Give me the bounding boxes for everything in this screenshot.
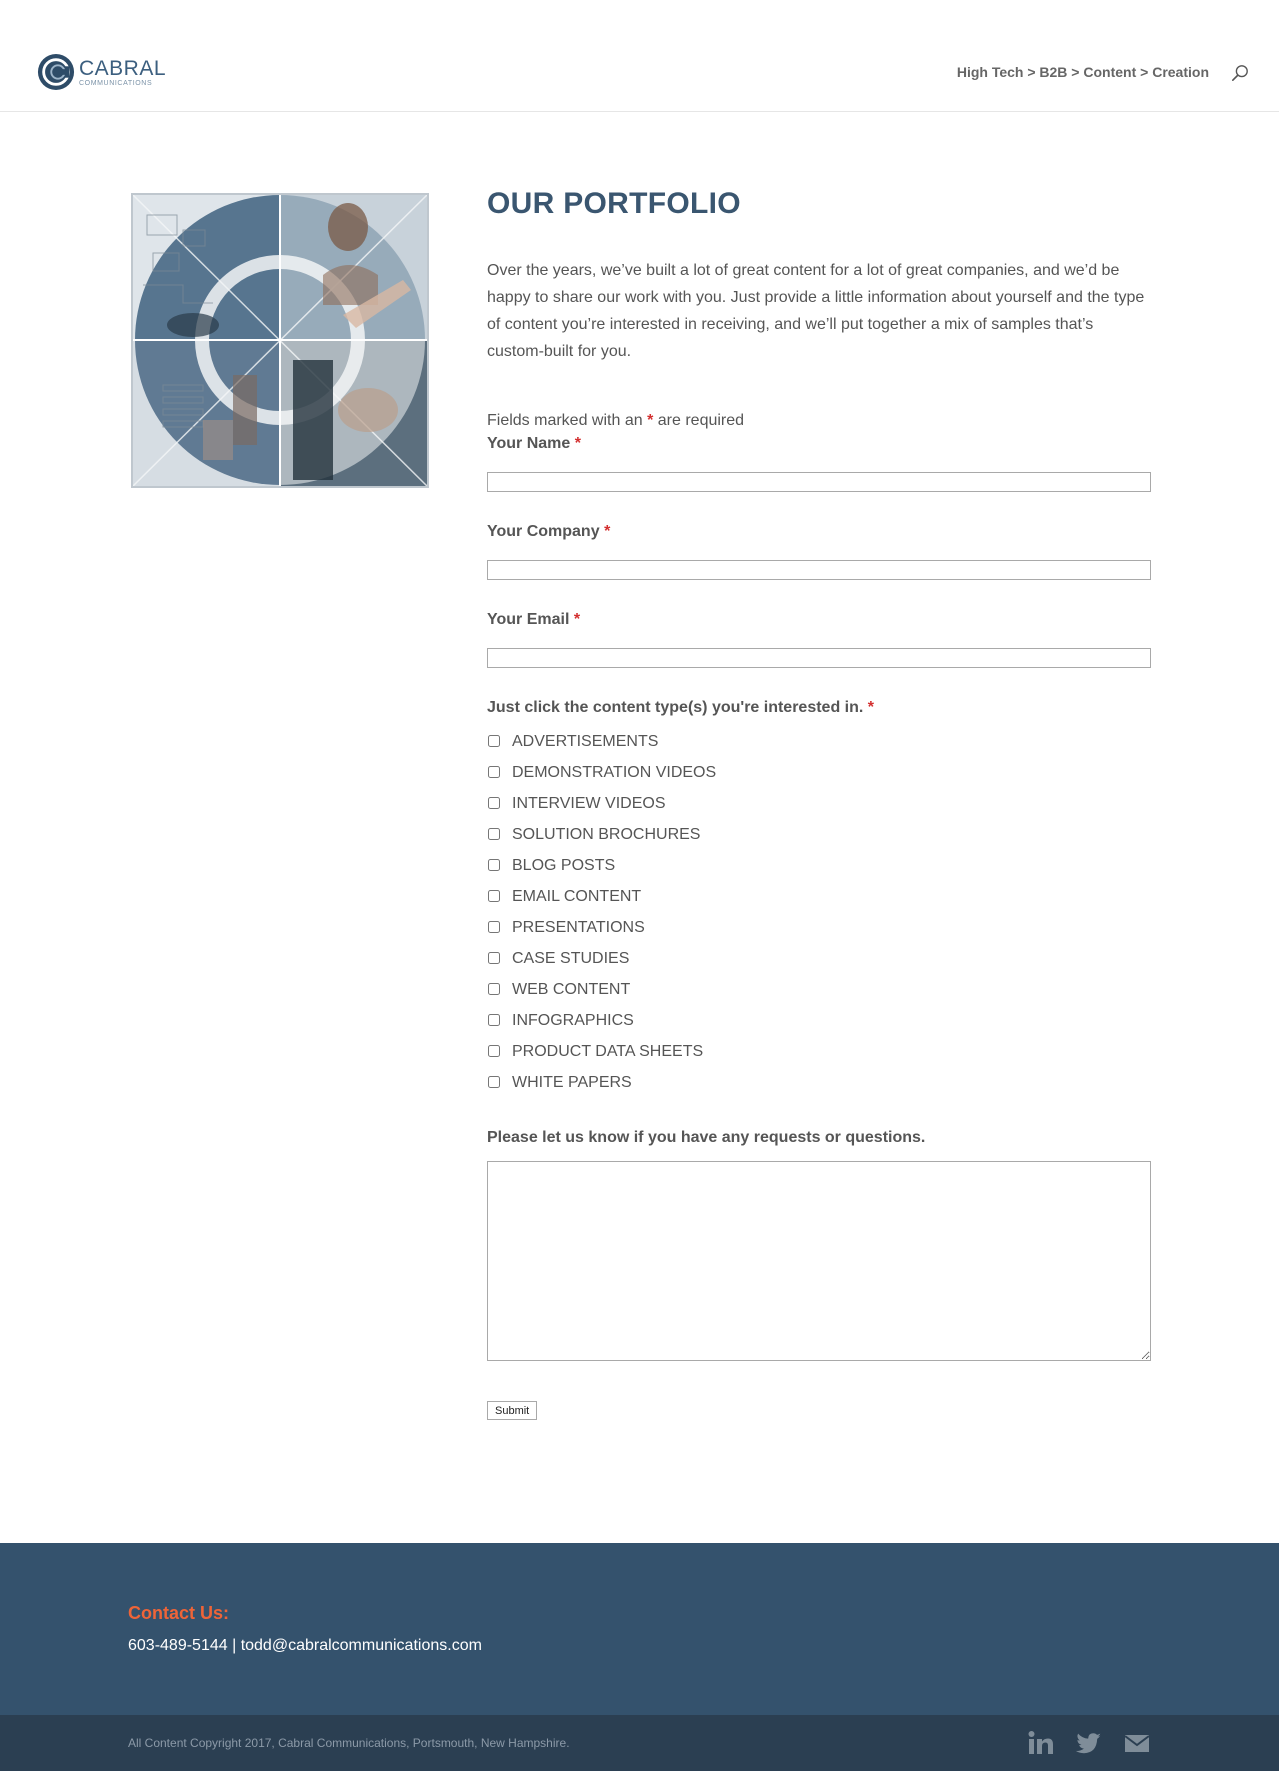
content-type-option[interactable]: [487, 1041, 1151, 1072]
copyright-text: All Content Copyright 2017, Cabral Communications, Portsmouth, New Hampshire.: [128, 1736, 570, 1750]
questions-textarea[interactable]: [487, 1161, 1151, 1361]
content-type-label: WHITE PAPERS: [512, 1074, 632, 1091]
logo[interactable]: [37, 52, 167, 92]
site-header: [0, 0, 1279, 112]
content-type-option[interactable]: [487, 917, 1151, 948]
content-type-checkbox[interactable]: [488, 952, 500, 964]
content-type-option[interactable]: [487, 1072, 1151, 1103]
required-star: *: [604, 523, 611, 540]
site-footer: [0, 1543, 1279, 1715]
required-star: *: [867, 699, 875, 716]
portfolio-collage-image: [131, 193, 429, 488]
required-star: *: [574, 435, 581, 452]
questions-label: Please let us know if you have any requests or questions.: [487, 1129, 926, 1146]
content-type-option[interactable]: [487, 886, 1151, 917]
email-label: Your Email *: [487, 611, 581, 628]
contact-info[interactable]: 603-489-5144 | todd@cabralcommunications.com: [128, 1637, 482, 1654]
required-star: *: [573, 611, 581, 628]
content-types-list: [487, 731, 1151, 1103]
content-types-label: Just click the content type(s) you're interested in. *: [487, 699, 875, 716]
content-type-option[interactable]: [487, 762, 1151, 793]
content-type-checkbox[interactable]: [488, 1014, 500, 1026]
content-type-option[interactable]: [487, 1010, 1151, 1041]
content-type-label: PRESENTATIONS: [512, 919, 645, 936]
linkedin-icon[interactable]: [1027, 1729, 1055, 1757]
content-type-label: SOLUTION BROCHURES: [512, 826, 701, 843]
required-note: Fields marked with an * are required: [487, 412, 745, 429]
twitter-icon[interactable]: [1075, 1729, 1103, 1757]
email-input[interactable]: [487, 648, 1151, 668]
logo-mark-icon: [37, 53, 75, 91]
contact-title: Contact Us:: [128, 1603, 230, 1623]
content-type-checkbox[interactable]: [488, 1076, 500, 1088]
breadcrumb[interactable]: High Tech > B2B > Content > Creation: [956, 64, 1209, 80]
content-type-label: EMAIL CONTENT: [512, 888, 642, 905]
content-type-option[interactable]: [487, 855, 1151, 886]
content-type-option[interactable]: [487, 979, 1151, 1010]
content-type-checkbox[interactable]: [488, 921, 500, 933]
company-label: Your Company *: [487, 523, 611, 540]
content-type-checkbox[interactable]: [488, 983, 500, 995]
content-type-checkbox[interactable]: [488, 859, 500, 871]
content-type-option[interactable]: [487, 731, 1151, 762]
questions-field-group: [487, 1129, 1151, 1361]
content-type-option[interactable]: [487, 793, 1151, 824]
content-type-checkbox[interactable]: [488, 890, 500, 902]
search-icon[interactable]: [1231, 64, 1249, 82]
content-type-label: WEB CONTENT: [512, 981, 631, 998]
submit-button[interactable]: Submit: [487, 1401, 537, 1420]
content-type-label: BLOG POSTS: [512, 857, 616, 874]
bottom-bar: [0, 1715, 1279, 1771]
logo-subtitle: COMMUNICATIONS: [79, 79, 153, 87]
logo-name: CABRAL: [79, 56, 167, 80]
content-type-option[interactable]: [487, 948, 1151, 979]
content-type-label: INFOGRAPHICS: [512, 1012, 634, 1029]
content-type-label: ADVERTISEMENTS: [512, 733, 659, 750]
email-icon[interactable]: [1123, 1729, 1151, 1757]
page-title: OUR PORTFOLIO: [487, 187, 741, 220]
main-content: [487, 180, 1151, 1420]
email-field-group: [487, 611, 1151, 668]
company-input[interactable]: [487, 560, 1151, 580]
content-types-group: [487, 699, 1151, 1103]
name-field-group: [487, 435, 1151, 492]
required-star: *: [647, 412, 654, 429]
name-label: Your Name *: [487, 435, 581, 452]
content-type-label: INTERVIEW VIDEOS: [512, 795, 666, 812]
content-type-label: DEMONSTRATION VIDEOS: [512, 764, 717, 781]
content-type-checkbox[interactable]: [488, 797, 500, 809]
company-field-group: [487, 523, 1151, 580]
content-type-label: CASE STUDIES: [512, 950, 630, 967]
content-type-checkbox[interactable]: [488, 1045, 500, 1057]
name-input[interactable]: [487, 472, 1151, 492]
content-type-option[interactable]: [487, 824, 1151, 855]
content-type-checkbox[interactable]: [488, 828, 500, 840]
content-type-checkbox[interactable]: [488, 766, 500, 778]
content-type-label: PRODUCT DATA SHEETS: [512, 1043, 704, 1060]
intro-paragraph: Over the years, we’ve built a lot of great content for a lot of great companies, and we’d be happy to share our work with you. Just provide a little information about yourself and the type of content you’re interested in receiving, and we’ll put together a mix of samples that’s custom-built for you.: [487, 262, 1145, 360]
content-type-checkbox[interactable]: [488, 735, 500, 747]
